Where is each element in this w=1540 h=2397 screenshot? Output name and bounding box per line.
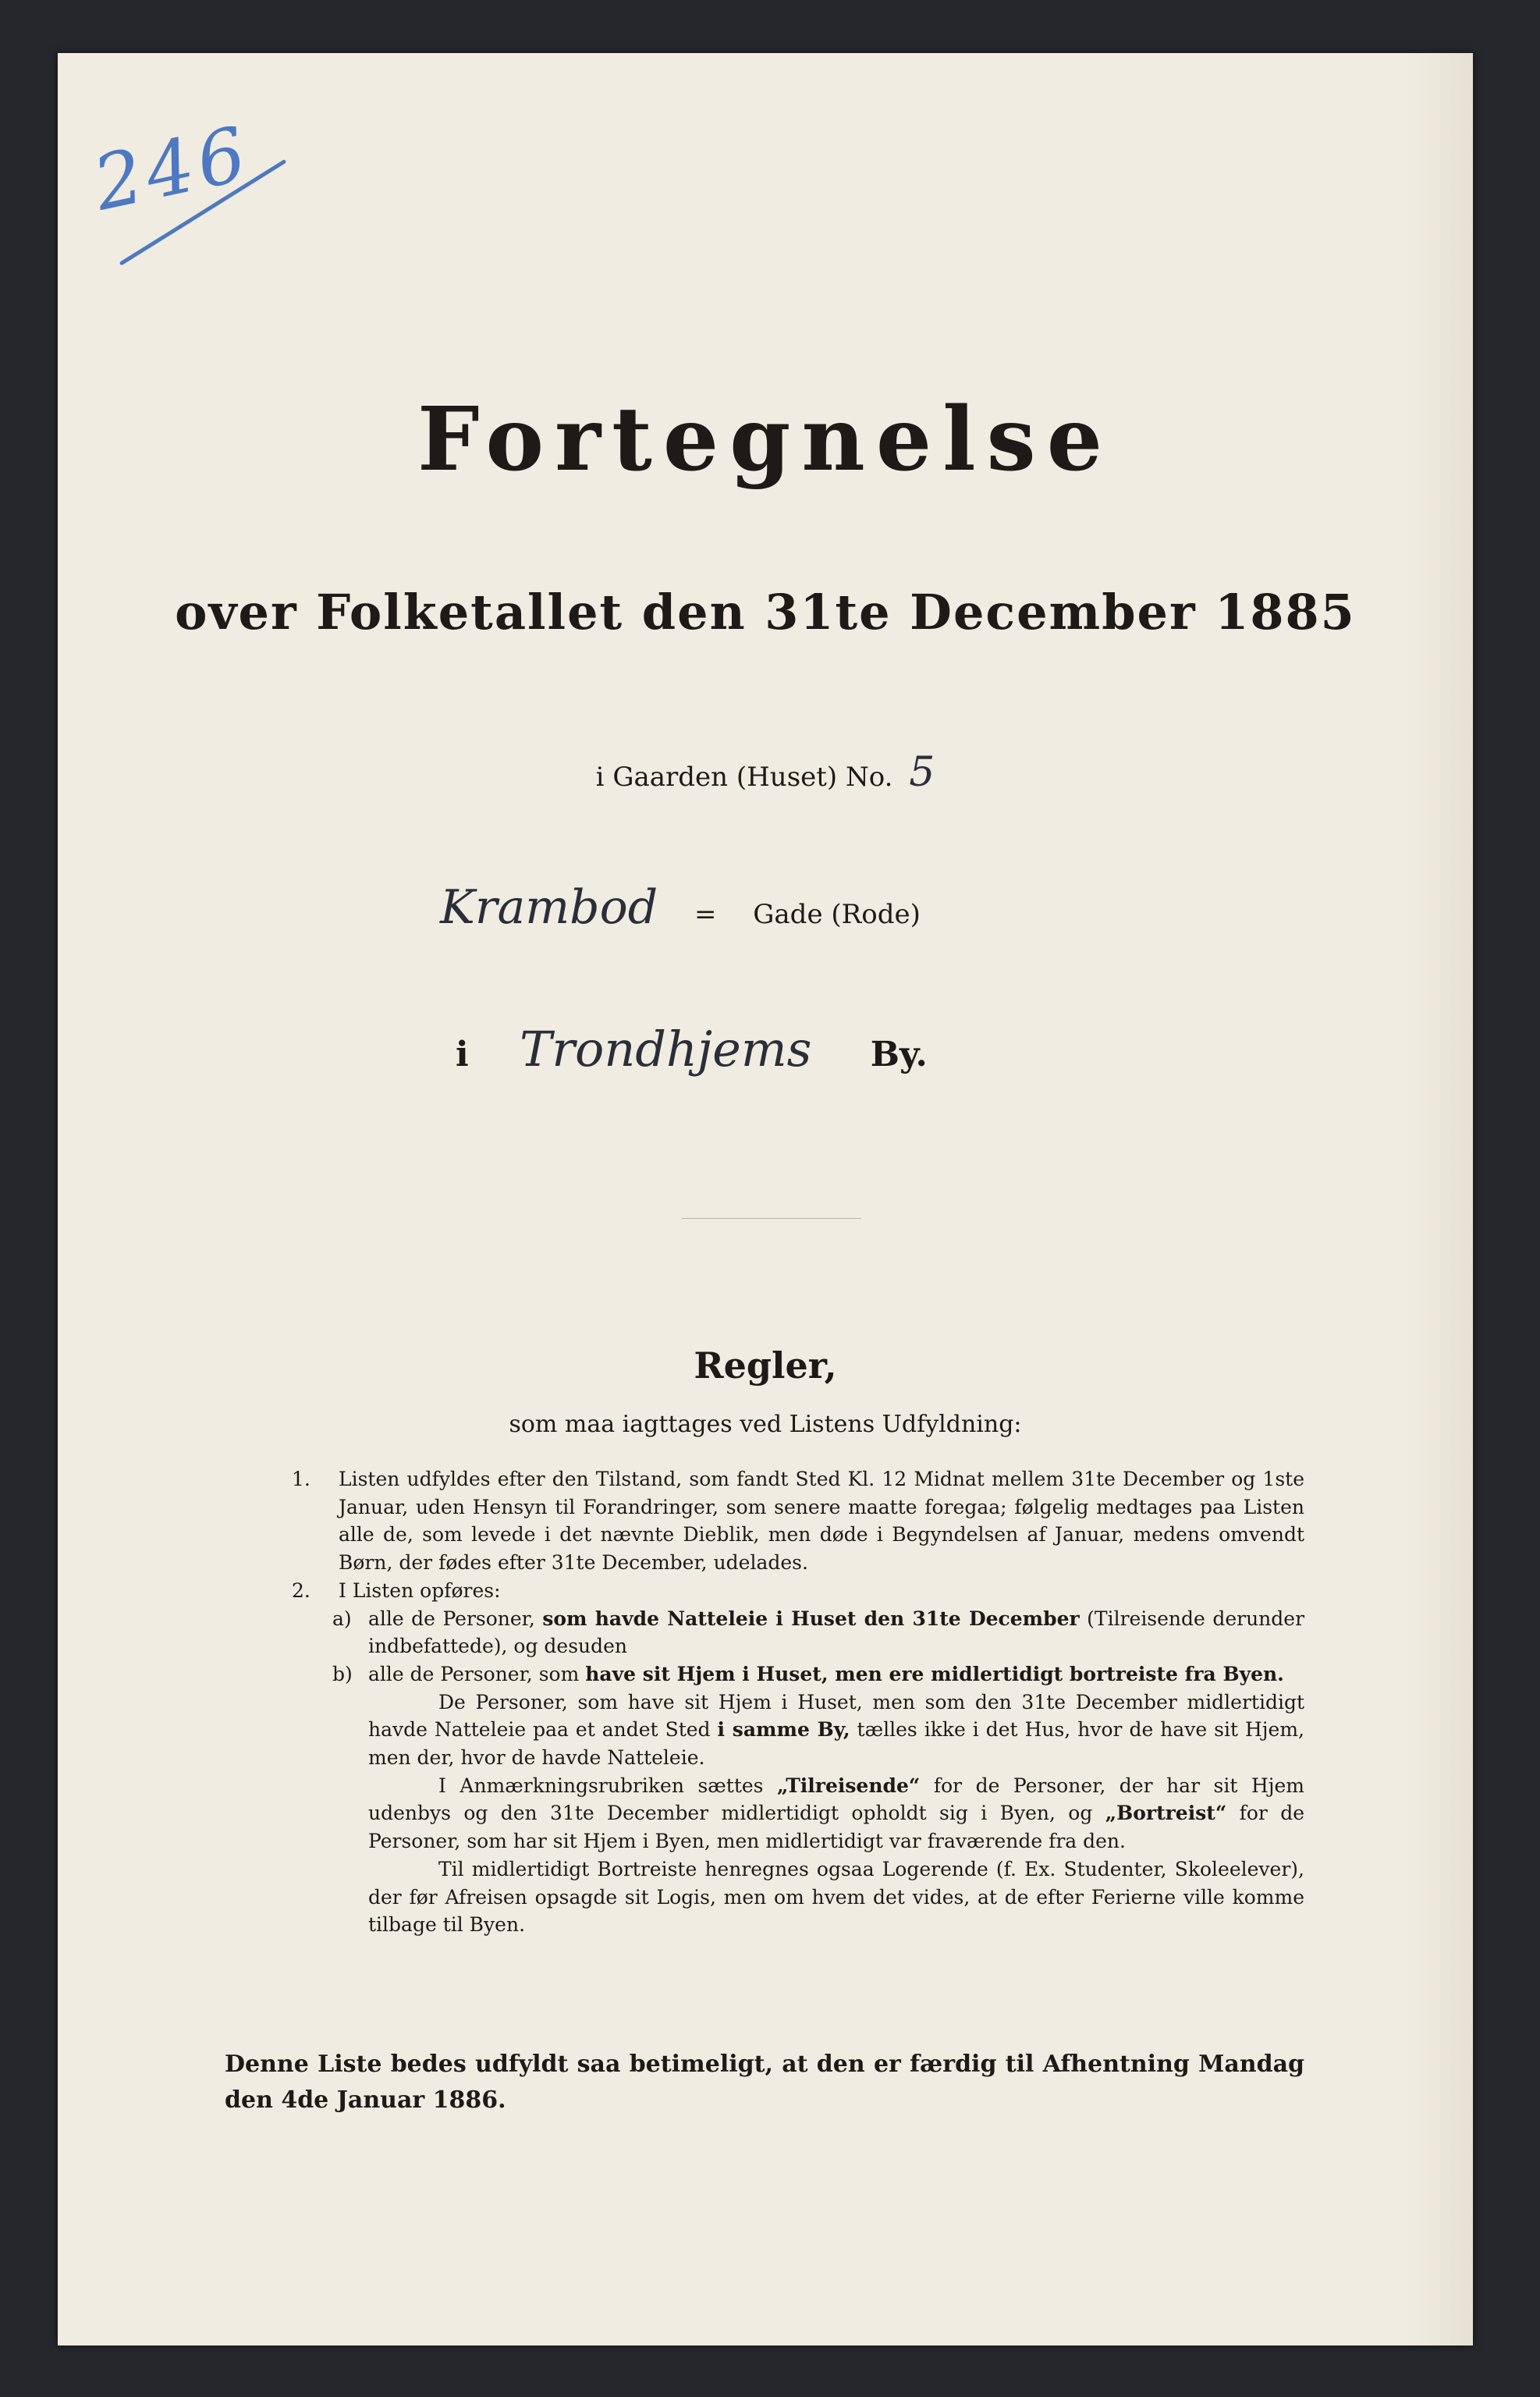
street-label: Gade (Rode)	[753, 899, 921, 930]
subitem-emphasis: have sit Hjem i Huset, men ere midlertidigt bortreiste fra Byen.	[585, 1662, 1284, 1685]
rule-paragraph-1	[292, 1689, 1304, 1772]
form-title: Fortegnelse	[417, 389, 1113, 491]
rules-heading: Regler,	[694, 1344, 837, 1387]
rules-subheading: som maa iagttages ved Listens Udfyldning:	[509, 1411, 1022, 1438]
paragraph-text: for de Personer, der har sit Hjem udenbys og den 31te December midlertidigt opholdt sig i Byen, og	[368, 1774, 1304, 1825]
subitem-text: alle de Personer,	[368, 1607, 543, 1630]
paragraph-emphasis: i samme By,	[717, 1718, 850, 1742]
rule-number: 2.	[292, 1578, 310, 1602]
city-suffix: By.	[870, 1035, 928, 1074]
rule-number: 1.	[292, 1468, 310, 1490]
rule-paragraph-2	[292, 1772, 1304, 1855]
deadline-notice: Denne Liste bedes udfyldt saa betimeligt, at den er færdig til Afhentning Mandag den 4de Januar 1886.	[225, 2051, 1304, 2114]
census-form-page	[58, 53, 1473, 2346]
street-dash: =	[694, 899, 717, 930]
house-number-value: 5	[909, 749, 935, 796]
street-value: Krambod	[440, 880, 658, 935]
house-number-line	[58, 749, 1473, 796]
paragraph-text: for de Personer, som har sit Hjem i Byen, men midlertidigt var fraværende fra den.	[368, 1802, 1304, 1853]
subitem-text: (Tilreisende derunder indbefattede), og desuden	[368, 1607, 1305, 1658]
paragraph-text: De Personer, som have sit Hjem i Huset, men som den 31te December midlertidigt havde Natteleie paa et andet Sted	[368, 1690, 1304, 1742]
city-prefix: i	[456, 1035, 469, 1074]
rule-text: Listen udfyldes efter den Tilstand, som fandt Sted Kl. 12 Midnat mellem 31te December og 1ste Januar, uden Hensyn til Forandringer, som senere maatte foregaa; følgelig medtages paa Listen alle de, som levede i det nævnte Dieblik, men døde i Begyndelsen af Januar, medens omvendt Børn, der fødes efter 31te December, udelades.	[339, 1468, 1304, 1575]
rule-paragraph-3: Til midlertidigt Bortreiste henregnes ogsaa Logerende (f. Ex. Studenter, Skoleelever), der før Afreisen opsagde sit Logis, men om hvem det vides, at de efter Ferierne ville komme tilbage til Byen.	[368, 1857, 1304, 1937]
subitem-emphasis: som havde Natteleie i Huset den 31te December	[542, 1607, 1080, 1630]
rule-text: I Listen opføres:	[339, 1578, 501, 1602]
house-number-label: i Gaarden (Huset) No.	[595, 762, 893, 793]
form-subtitle: over Folketallet den 31te December 1885	[175, 584, 1356, 641]
archive-number-annotation: 246	[86, 109, 258, 228]
rules-body	[292, 1465, 1304, 1939]
subitem-text: alle de Personer, som	[368, 1662, 586, 1685]
paragraph-text: I Anmærkningsrubriken sættes	[438, 1774, 778, 1797]
subitem-label: b)	[332, 1662, 353, 1685]
rule-subitem-a	[292, 1605, 1304, 1660]
rule-subitem-b	[292, 1660, 1304, 1689]
paragraph-text: tælles ikke i det Hus, hvor de have sit Hjem, men der, hvor de havde Natteleie.	[368, 1718, 1304, 1770]
street-line	[440, 880, 921, 935]
subitem-label: a)	[332, 1607, 352, 1630]
city-value: Trondhjems	[520, 1021, 812, 1078]
paragraph-emphasis: „Bortreist“	[1105, 1802, 1227, 1825]
rule-item-1	[292, 1465, 1304, 1577]
paragraph-emphasis: „Tilreisende“	[777, 1774, 921, 1797]
divider-rule	[682, 1218, 861, 1219]
rule-item-2	[292, 1577, 1304, 1605]
city-line	[456, 1021, 928, 1078]
